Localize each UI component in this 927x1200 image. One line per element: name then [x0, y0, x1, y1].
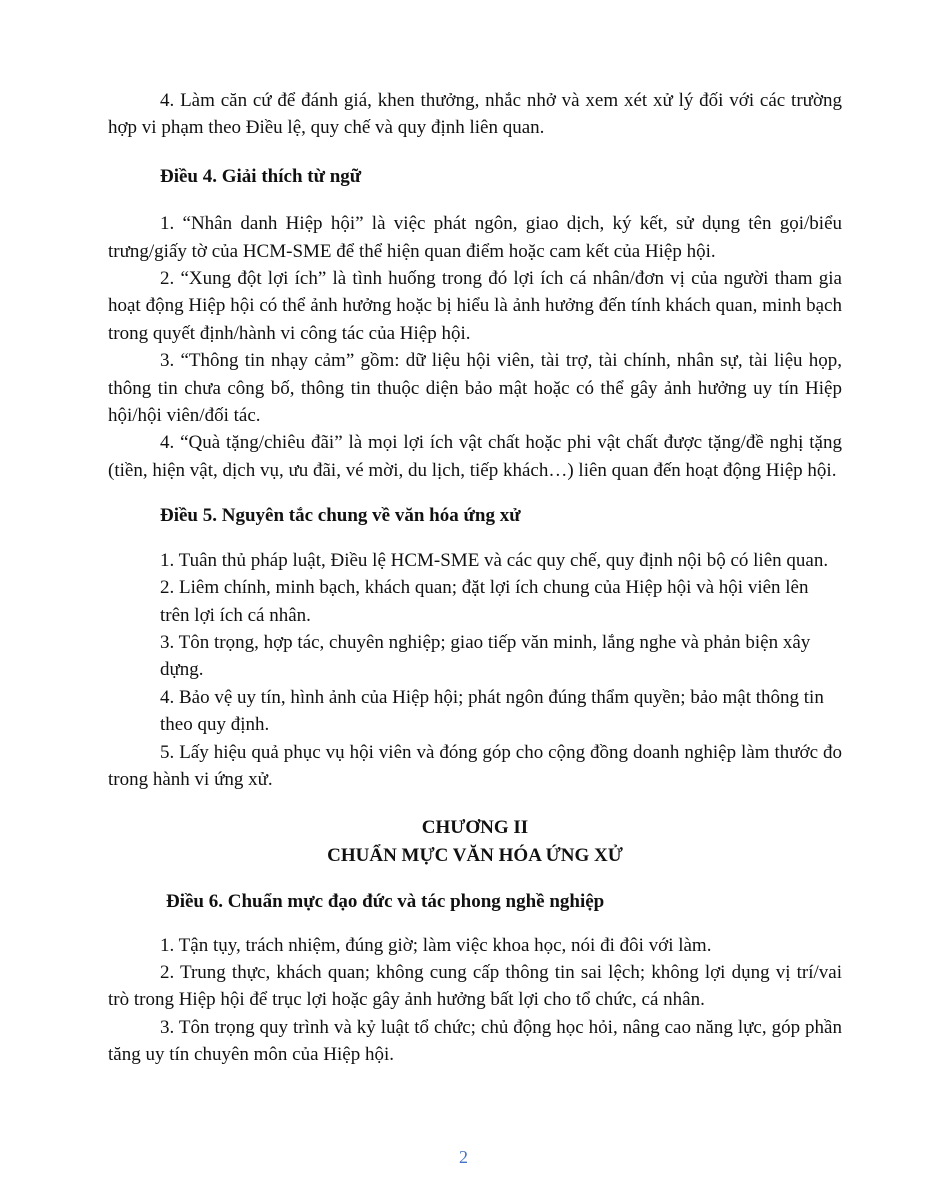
heading-dieu-5: Điều 5. Nguyên tắc chung về văn hóa ứng xử: [160, 505, 521, 527]
chapter-title: CHUẨN MỰC VĂN HÓA ỨNG XỬ: [327, 844, 623, 866]
heading-dieu-6: Điều 6. Chuẩn mực đạo đức và tác phong nghề nghiệp: [166, 891, 605, 913]
dieu4-item-3: 3. “Thông tin nhạy cảm” gồm: dữ liệu hội viên, tài trợ, tài chính, nhân sự, tài liệu họp, thông tin chưa công bố, thông tin thuộc diện bảo mật hoặc có thể gây ảnh hưởng uy tín Hiệp hội/hội viên/đối tác.: [108, 350, 842, 427]
heading-dieu-4: Điều 4. Giải thích từ ngữ: [160, 165, 362, 187]
dieu6-item-2: 2. Trung thực, khách quan; không cung cấp thông tin sai lệch; không lợi dụng vị trí/vai trò trong Hiệp hội để trục lợi hoặc gây ảnh hưởng bất lợi cho tổ chức, cá nhân.: [108, 961, 842, 1011]
dieu6-item-3: 3. Tôn trọng quy trình và kỷ luật tổ chức; chủ động học hỏi, nâng cao năng lực, góp phần tăng uy tín chuyên môn của Hiệp hội.: [108, 1016, 842, 1066]
dieu5-item-3: 3. Tôn trọng, hợp tác, chuyên nghiệp; giao tiếp văn minh, lắng nghe và phản biện xây dựng.: [160, 631, 811, 681]
paragraph-dieu3-item-4: 4. Làm căn cứ để đánh giá, khen thưởng, nhắc nhở và xem xét xử lý đối với các trường hợp vi phạm theo Điều lệ, quy chế và quy định liên quan.: [108, 90, 842, 139]
chapter-number: CHƯƠNG II: [421, 817, 529, 839]
dieu4-item-4: 4. “Quà tặng/chiêu đãi” là mọi lợi ích vật chất hoặc phi vật chất được tặng/đề nghị tặng (tiền, hiện vật, dịch vụ, ưu đãi, vé mời, du lịch, tiếp khách…) liên quan đến hoạt động Hiệp hội.: [108, 432, 842, 481]
dieu5-item-1: 1. Tuân thủ pháp luật, Điều lệ HCM-SME và các quy chế, quy định nội bộ có liên quan.: [160, 549, 829, 571]
document-page: [108, 80, 842, 1069]
dieu4-item-2: 2. “Xung đột lợi ích” là tình huống trong đó lợi ích cá nhân/đơn vị của người tham gia hoạt động Hiệp hội có thể ảnh hưởng hoặc bị hiểu là ảnh hưởng đến tính khách quan, minh bạch trong quyết định/hành vi công tác của Hiệp hội.: [108, 268, 842, 344]
dieu5-item-5: 5. Lấy hiệu quả phục vụ hội viên và đóng góp cho cộng đồng doanh nghiệp làm thước đo trong hành vi ứng xử.: [108, 741, 842, 790]
dieu5-item-4: 4. Bảo vệ uy tín, hình ảnh của Hiệp hội; phát ngôn đúng thẩm quyền; bảo mật thông tin theo quy định.: [160, 686, 824, 736]
dieu6-item-1: 1. Tận tụy, trách nhiệm, đúng giờ; làm việc khoa học, nói đi đôi với làm.: [160, 934, 712, 956]
page-number: 2: [459, 1147, 468, 1167]
dieu4-item-1: 1. “Nhân danh Hiệp hội” là việc phát ngôn, giao dịch, ký kết, sử dụng tên gọi/biểu trưng/giấy tờ của HCM-SME để thể hiện quan điểm hoặc cam kết của Hiệp hội.: [108, 213, 842, 262]
dieu5-item-2: 2. Liêm chính, minh bạch, khách quan; đặt lợi ích chung của Hiệp hội và hội viên lên trên lợi ích cá nhân.: [160, 577, 809, 626]
